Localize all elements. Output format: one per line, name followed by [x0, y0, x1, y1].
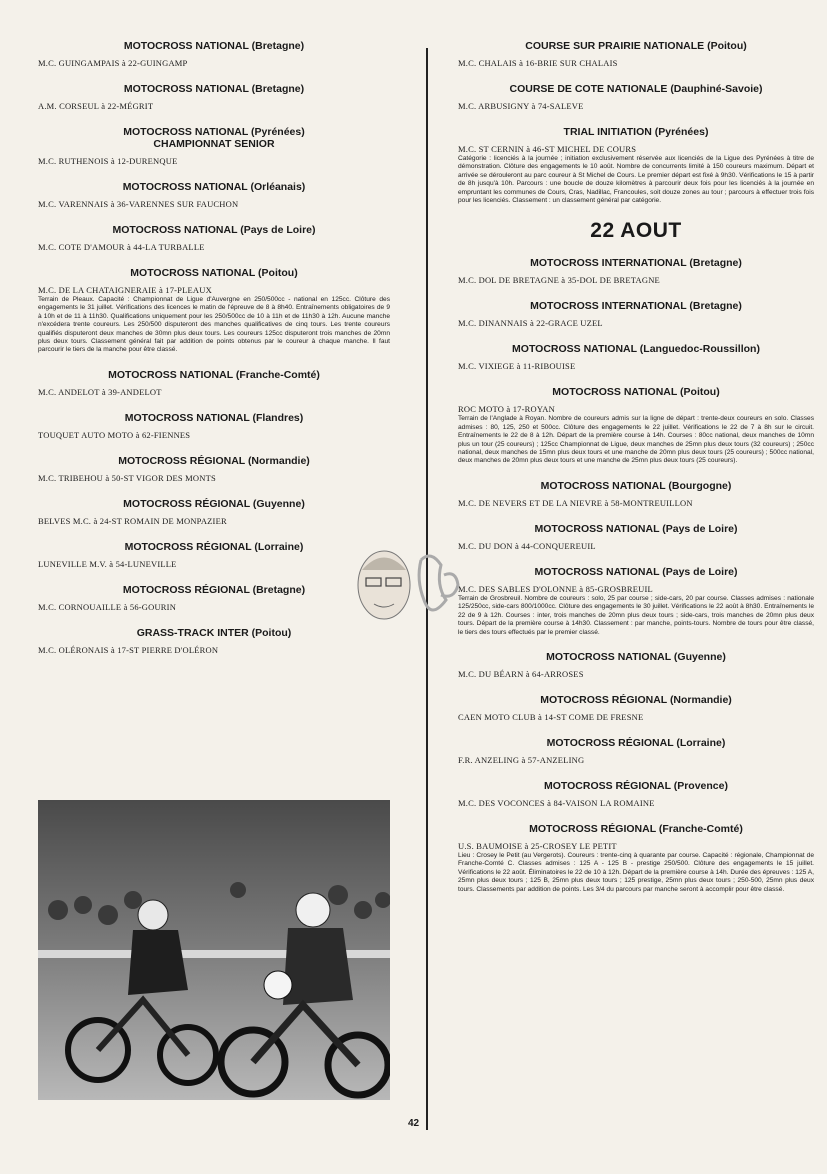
- event-title: MOTOCROSS NATIONAL: [122, 181, 248, 193]
- event-title: MOTOCROSS RÉGIONAL: [124, 540, 252, 553]
- event-title: MOTOCROSS NATIONAL: [130, 267, 256, 279]
- event-heading: [38, 181, 390, 193]
- event-region: (Languedoc-Roussillon): [639, 343, 760, 356]
- event-heading: [458, 40, 814, 52]
- event-subtitle: CHAMPIONNAT SENIOR: [153, 138, 275, 150]
- event-entry: [458, 780, 814, 809]
- event-region: (Poitou): [258, 267, 298, 279]
- event-entry: [458, 40, 814, 69]
- event-title: MOTOCROSS RÉGIONAL: [529, 822, 656, 835]
- event-region: (Bretagne): [251, 40, 305, 52]
- event-club: M.C. DES SABLES D'OLONNE à 85-GROSBREUIL: [458, 583, 653, 594]
- event-entry: [38, 498, 390, 527]
- event-region: (Poitou): [680, 386, 720, 399]
- event-region: (Bretagne): [252, 583, 306, 596]
- portrait-illustration: [346, 540, 466, 630]
- event-heading: [458, 126, 814, 138]
- event-club: M.C. DOL DE BRETAGNE à 35-DOL DE BRETAGNE: [458, 275, 660, 286]
- event-entry: [458, 83, 814, 112]
- event-title: MOTOCROSS RÉGIONAL: [544, 779, 671, 792]
- event-club: M.C. COTE D'AMOUR à 44-LA TURBALLE: [38, 242, 205, 252]
- event-club: M.C. DU BÉARN à 64-ARROSES: [458, 668, 584, 679]
- event-club: M.C. DE NEVERS ET DE LA NIEVRE à 58-MONTREUILLON: [458, 497, 693, 508]
- event-details: Terrain de l'Anglade à Royan. Nombre de coureurs admis sur la ligne de départ : trente-deux coureurs en solo. Classes admises : 80, 125, 250 et 500cc. Clôture des engagements le 22 juillet. Vérifications le 22 de 7 à 8h sur le circuit. Entraînements le 22 de 8 à 12h. Départ de la première course à 14h. Courses : 80cc national, deux manches de 10mn plus un tour (25 coureurs) ; 125cc Championnat de Ligue, deux manches de 25mn plus deux tours (32 coureurs) ; 250cc national, deux manches de 15mn plus deux tours et une manche de 20mn plus deux tours (25 coureurs) ; 500cc national, deux manches de 20mn plus deux tours et une manche de 25mn plus deux tours (25 coureurs).: [458, 415, 814, 465]
- event-heading: [458, 300, 814, 312]
- event-heading: [458, 737, 814, 749]
- event-title: MOTOCROSS NATIONAL: [123, 83, 249, 95]
- event-title: MOTOCROSS NATIONAL: [534, 522, 660, 535]
- event-region: (Bretagne): [251, 83, 305, 95]
- event-heading: [458, 83, 814, 95]
- event-title: TRIAL INITIATION: [563, 126, 652, 138]
- event-heading: [458, 523, 814, 535]
- event-title: MOTOCROSS NATIONAL: [123, 126, 249, 138]
- event-entry: [458, 823, 814, 894]
- event-region: (Dauphiné-Savoie): [670, 83, 763, 95]
- event-club: M.C. CHALAIS à 16-BRIE SUR CHALAIS: [458, 58, 618, 68]
- event-details: Terrain de Grosbreuil. Nombre de coureurs : solo, 25 par course ; side-cars, 20 par course. Classes admises : nationale 125/250cc, side-cars 800/1000cc. Clôture des engagements le 30 juillet. Vérifications le 22 août à 8h30. Entraînements le 22 de 9 à 12h. Courses : inter, trois manches de 20mn plus deux tours ; side-cars, trois manches de 20mn plus deux tours. Départ de la première course à 14h30. Classement : par manche, points-tours. Nombre de tours pour être classé, le tiers des tours effectués par le premier classé.: [458, 594, 814, 636]
- event-details: Lieu : Crosey le Petit (au Vergerots). Coureurs : trente-cinq à quarante par course. Capacité : régionale, Championnat de Franche-Comté C. Classes admises : 125 A - 125 B - prestige 250/500. Clôture des engagements le 15 juillet. Vérifications le 22 août. Éliminatoires le 22 de 10 à 12h. Départ de la première course à 14h. Durée des épreuves : 125 A, 25mn plus deux tours ; 125 B, 25mn plus deux tours ; 125 prestige, 25mn plus deux tours ; 250-500, 25mn plus deux tours. Classements par addition de points. Les 3/4 du parcours par manche seront à accomplir pour être classé.: [458, 851, 814, 893]
- event-title: MOTOCROSS RÉGIONAL: [540, 693, 668, 706]
- event-entry: [458, 126, 814, 205]
- motocross-photo: [38, 800, 390, 1100]
- event-heading: [38, 455, 390, 467]
- event-region: (Flandres): [252, 411, 304, 424]
- event-entry: [458, 480, 814, 509]
- event-title: MOTOCROSS NATIONAL: [552, 386, 678, 399]
- event-heading: [38, 267, 390, 279]
- event-heading: [458, 694, 814, 706]
- event-heading: [38, 83, 390, 95]
- event-details: Catégorie : licenciés à la journée ; initiation exclusivement réservée aux licenciés de la Ligue des Pyrénées à titre de démonstration. Clôture des engagements le 10 août. Nombre de concurrents limité à 150 coureurs maximum. Départ et arrivée se dérouleront au parc coureur à St Michel de Cours. Le premier départ est fixé à 9h30. Vérifications le 15 à partir de 8h jusqu'à 10h. Parcours : une boucle de douze kilomètres à parcourir deux fois pour les licenciés à la journée en empruntant les communes de Cours, Cras, Nadillac, Francoules, soit douze zones au tour ; parcours à effectuer trois fois pour les licenciés. Classement : un classement général par catégorie.: [458, 155, 814, 205]
- event-entry: [38, 584, 390, 613]
- event-title: GRASS-TRACK INTER: [136, 626, 249, 639]
- event-entry: [458, 257, 814, 286]
- event-club: U.S. BAUMOISE à 25-CROSEY LE PETIT: [458, 840, 617, 851]
- event-region: (Franche-Comté): [235, 368, 320, 381]
- event-title: MOTOCROSS RÉGIONAL: [118, 454, 246, 467]
- event-club: BELVES M.C. à 24-ST ROMAIN DE MONPAZIER: [38, 515, 227, 526]
- event-entry: [38, 455, 390, 484]
- event-region: (Guyenne): [252, 497, 305, 510]
- event-entry: [458, 566, 814, 637]
- event-title: MOTOCROSS NATIONAL: [108, 368, 233, 381]
- right-column: [458, 40, 814, 908]
- event-region: (Bretagne): [689, 257, 742, 270]
- event-entry: [458, 651, 814, 680]
- event-heading: [38, 584, 390, 596]
- event-entry: [38, 412, 390, 441]
- right-column-top: [458, 40, 814, 205]
- event-title: MOTOCROSS RÉGIONAL: [546, 736, 674, 749]
- event-region: (Poitou): [707, 40, 747, 52]
- event-heading: [38, 541, 390, 553]
- event-club: M.C. VARENNAIS à 36-VARENNES SUR FAUCHON: [38, 199, 239, 209]
- event-heading: [38, 224, 390, 236]
- event-heading: [458, 343, 814, 355]
- event-club: M.C. DU DON à 44-CONQUEREUIL: [458, 540, 596, 551]
- event-title: MOTOCROSS RÉGIONAL: [123, 497, 250, 510]
- event-heading: [38, 627, 390, 639]
- event-region: (Pyrénées): [251, 126, 305, 138]
- event-title: MOTOCROSS NATIONAL: [123, 40, 249, 52]
- event-club: M.C. DINANNAIS à 22-GRACE UZEL: [458, 318, 603, 329]
- event-club: M.C. DE LA CHATAIGNERAIE à 17-PLEAUX: [38, 285, 212, 295]
- event-heading: [458, 823, 814, 835]
- event-entry: [38, 627, 390, 656]
- event-region: (Lorraine): [254, 540, 304, 553]
- event-club: M.C. VIXIEGE à 11-RIBOUISE: [458, 361, 576, 372]
- event-title: COURSE SUR PRAIRIE NATIONALE: [525, 40, 705, 52]
- event-entry: [38, 541, 390, 570]
- event-entry: [458, 694, 814, 723]
- event-title: MOTOCROSS NATIONAL: [512, 343, 637, 356]
- event-entry: [38, 40, 390, 69]
- event-details: Terrain de Pleaux. Capacité : Championnat de Ligue d'Auvergne en 250/500cc - national en 125cc. Clôture des engagements le 31 juillet. Vérifications des licences le matin de l'épreuve de 8 à 8h40. Entraînements obligatoires de 9 à 10h et de 11 à 11h30. Qualifications uniquement pour les 250/500cc de 10 à 11h et de 11h30 à 12h. Aucune manche n'excédera trente coureurs. Les 250/500 disputeront des manches qualificatives de cinq tours. Les trente coureurs qualifiés disputeront deux manches de 30mn plus deux tours. Les coureurs 125cc disputeront trois manches de 20mn plus deux tours. Classement général fait par addition de points obtenus par le coureur à chaque manche. Il faut parcourir le tiers de la manche pour être classé.: [38, 296, 390, 354]
- event-heading: [38, 369, 390, 381]
- event-club: A.M. CORSEUL à 22-MÉGRIT: [38, 101, 154, 111]
- event-club: M.C. DES VOCONCES à 84-VAISON LA ROMAINE: [458, 797, 655, 808]
- event-club: LUNEVILLE M.V. à 54-LUNEVILLE: [38, 558, 177, 569]
- event-entry: [38, 83, 390, 112]
- event-title: MOTOCROSS INTERNATIONAL: [530, 300, 687, 313]
- event-entry: [38, 181, 390, 210]
- event-region: (Pyrénées): [654, 126, 709, 138]
- event-heading: [38, 126, 390, 150]
- event-heading: [458, 651, 814, 663]
- event-region: (Franche-Comté): [658, 822, 743, 835]
- event-entry: [38, 369, 390, 398]
- event-club: M.C. ST CERNIN à 46-ST MICHEL DE COURS: [458, 144, 637, 154]
- event-entry: [458, 343, 814, 372]
- event-club: M.C. CORNOUAILLE à 56-GOURIN: [38, 601, 177, 612]
- event-club: TOUQUET AUTO MOTO à 62-FIENNES: [38, 429, 191, 440]
- event-entry: [458, 523, 814, 552]
- event-entry: [38, 224, 390, 253]
- event-heading: [458, 480, 814, 492]
- event-heading: [38, 498, 390, 510]
- event-region: (Orléanais): [250, 181, 306, 193]
- event-entry: [38, 126, 390, 167]
- event-region: (Pays de Loire): [662, 522, 738, 535]
- event-title: MOTOCROSS NATIONAL: [112, 224, 238, 236]
- event-heading: [458, 780, 814, 792]
- event-title: COURSE DE COTE NATIONALE: [509, 83, 668, 95]
- event-entry: [458, 386, 814, 465]
- event-heading: [38, 412, 390, 424]
- event-title: MOTOCROSS NATIONAL: [124, 411, 250, 424]
- event-club: F.R. ANZELING à 57-ANZELING: [458, 754, 585, 765]
- event-title: MOTOCROSS NATIONAL: [540, 479, 666, 492]
- event-heading: [458, 566, 814, 578]
- event-club: M.C. GUINGAMPAIS à 22-GUINGAMP: [38, 58, 188, 68]
- event-region: (Normandie): [669, 693, 732, 706]
- left-column: [38, 40, 390, 670]
- event-club: M.C. TRIBEHOU à 50-ST VIGOR DES MONTS: [38, 472, 216, 483]
- page-number: 42: [407, 1118, 420, 1129]
- event-title: MOTOCROSS INTERNATIONAL: [530, 257, 687, 270]
- event-title: MOTOCROSS NATIONAL: [534, 565, 660, 578]
- event-region: (Guyenne): [673, 650, 726, 663]
- event-entry: [38, 267, 390, 355]
- date-title: 22 AOUT: [590, 219, 682, 243]
- event-region: (Normandie): [247, 454, 310, 467]
- event-region: (Bourgogne): [668, 479, 732, 492]
- event-region: (Pays de Loire): [240, 224, 316, 236]
- event-title: MOTOCROSS NATIONAL: [546, 650, 671, 663]
- event-heading: [458, 386, 814, 398]
- right-column-bottom: [458, 257, 814, 894]
- event-region: (Bretagne): [689, 300, 742, 313]
- event-club: M.C. RUTHENOIS à 12-DURENQUE: [38, 156, 178, 166]
- event-heading: [38, 40, 390, 52]
- event-club: M.C. ARBUSIGNY à 74-SALEVE: [458, 101, 584, 111]
- event-entry: [458, 737, 814, 766]
- event-entry: [458, 300, 814, 329]
- event-region: (Pays de Loire): [662, 565, 738, 578]
- event-region: (Provence): [673, 779, 728, 792]
- event-club: M.C. ANDELOT à 39-ANDELOT: [38, 386, 162, 397]
- event-club: CAEN MOTO CLUB à 14-ST COME DE FRESNE: [458, 711, 644, 722]
- event-region: (Poitou): [251, 626, 292, 639]
- event-club: M.C. OLÉRONAIS à 17-ST PIERRE D'OLÉRON: [38, 644, 219, 655]
- event-club: ROC MOTO à 17-ROYAN: [458, 404, 555, 415]
- event-heading: [458, 257, 814, 269]
- event-region: (Lorraine): [676, 736, 726, 749]
- event-title: MOTOCROSS RÉGIONAL: [122, 583, 250, 596]
